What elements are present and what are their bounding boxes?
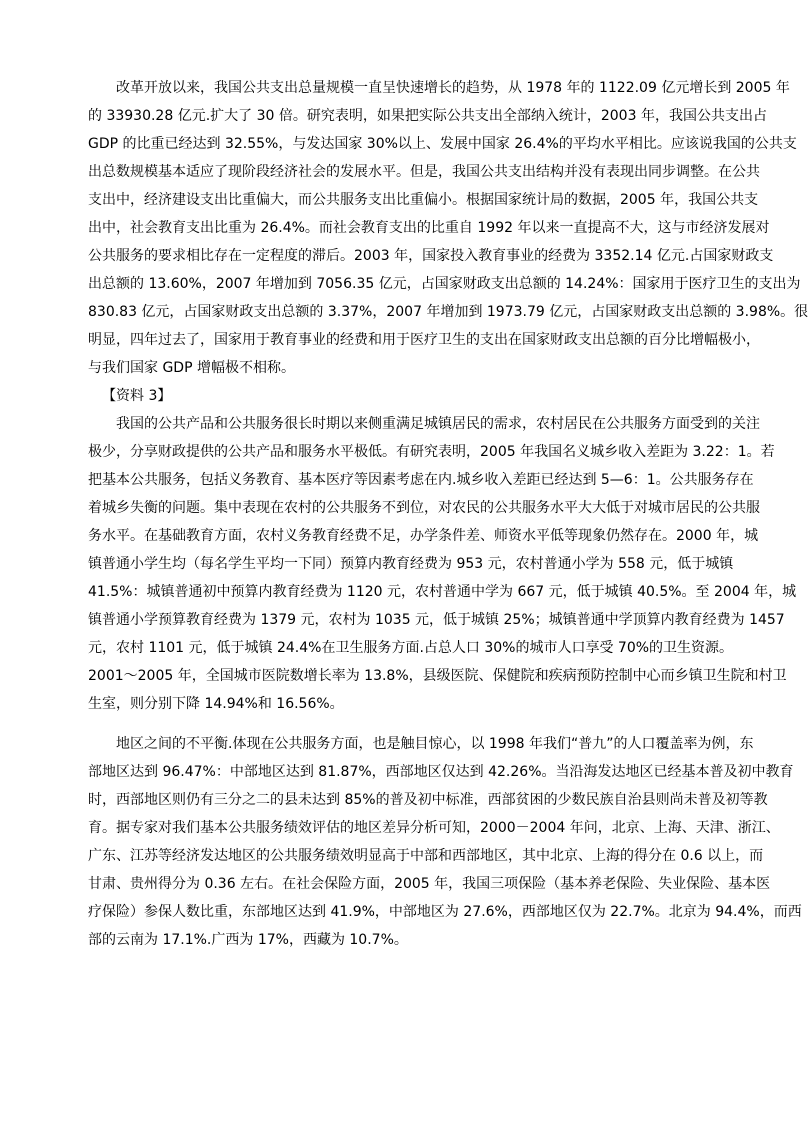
paragraph-3-line: 甘肃、贵州得分为 0.36 左右。在社会保险方面，2005 年，我国三项保险（基本养老保险、失业保险、基本医 [88, 876, 771, 892]
paragraph-2-line: 元，农村 1101 元，低于城镇 24.4%在卫生服务方面.占总人口 30%的城市人口享受 70%的卫生资源。 [88, 640, 734, 656]
paragraph-3-line: 疗保险）参保人数比重，东部地区达到 41.9%，中部地区为 27.6%，西部地区仅为 22.7%。北京为 94.4%，而西 [88, 904, 802, 920]
paragraph-1-line: GDP 的比重已经达到 32.55%，与发达国家 30%以上、发展中国家 26.4%的平均水平相比。应该说我国的公共支 [88, 136, 797, 152]
paragraph-2-line: 生室，则分别下降 14.94%和 16.56%。 [88, 696, 344, 712]
paragraph-1-line: 支出中，经济建设支出比重偏大，而公共服务支出比重偏小。根据国家统计局的数据，2005 年，我国公共支 [88, 192, 759, 208]
paragraph-2-line: 镇普通小学预算教育经费为 1379 元，农村为 1035 元，低于城镇 25%；城镇普通中学顶算内教育经费为 1457 [88, 612, 785, 628]
paragraph-1-line: 改革开放以来，我国公共支出总量规模一直呈快速增长的趋势，从 1978 年的 1122.09 亿元增长到 2005 年 [116, 80, 790, 96]
paragraph-2-line: 把基本公共服务，包括义务教育、基本医疗等因素考虑在内.城乡收入差距已经达到 5—6：1。公共服务存在 [88, 472, 754, 488]
paragraph-2-line: 镇普通小学生均（每名学生平均一下同）预算内教育经费为 953 元，农村普通小学为 558 元，低于城镇 [88, 556, 734, 572]
section-heading: 【资料 3】 [102, 388, 172, 404]
paragraph-1-line: 830.83 亿元，占国家财政支出总额的 3.37%，2007 年增加到 1973.79 亿元，占国家财政支出总额的 3.98%。很 [88, 304, 808, 320]
paragraph-1-line: 的 33930.28 亿元.扩大了 30 倍。研究表明，如果把实际公共支出全部纳入统计，2003 年，我国公共支出占 [88, 108, 767, 124]
paragraph-2-line: 我国的公共产品和公共服务很长时期以来侧重满足城镇居民的需求，农村居民在公共服务方面受到的关注 [116, 416, 760, 432]
paragraph-3-line: 广东、江苏等经济发达地区的公共服务绩效明显高于中部和西部地区，其中北京、上海的得分在 0.6 以上，而 [88, 848, 764, 864]
paragraph-1-line: 明显，四年过去了，国家用于教育事业的经费和用于医疗卫生的支出在国家财政支出总额的百分比增幅极小， [88, 332, 760, 348]
paragraph-1-line: 出总数规模基本适应了现阶段经济社会的发展水平。但是，我国公共支出结构并没有表现出同步调整。在公共 [88, 164, 760, 180]
paragraph-2-line: 极少，分享财政提供的公共产品和服务水平极低。有研究表明，2005 年我国名义城乡收入差距为 3.22：1。若 [88, 444, 775, 460]
paragraph-2-line: 41.5%：城镇普通初中预算内教育经费为 1120 元，农村普通中学为 667 元，低于城镇 40.5%。至 2004 年，城 [88, 584, 797, 600]
paragraph-1-line: 与我们国家 GDP 增幅极不相称。 [88, 360, 295, 376]
paragraph-2-line: 着城乡失衡的问题。集中表现在农村的公共服务不到位，对农民的公共服务水平大大低于对城市居民的公共服 [88, 500, 760, 516]
paragraph-3-line: 时，西部地区则仍有三分之二的县未达到 85%的普及初中标准，西部贫困的少数民族自治县则尚未普及初等教 [88, 792, 768, 808]
paragraph-3-line: 部的云南为 17.1%.广西为 17%，西藏为 10.7%。 [88, 932, 408, 948]
paragraph-3-line: 地区之间的不平衡.体现在公共服务方面，也是触目惊心，以 1998 年我们“普九”的人口覆盖率为例，东 [116, 736, 754, 752]
paragraph-1-line: 公共服务的要求相比存在一定程度的滞后。2003 年，国家投入教育事业的经费为 3352.14 亿元.占国家财政支 [88, 248, 774, 264]
paragraph-1-line: 出总额的 13.60%，2007 年增加到 7056.35 亿元，占国家财政支出总额的 14.24%：国家用于医疗卫生的支出为 [88, 276, 801, 292]
paragraph-3-line: 育。据专家对我们基本公共服务绩效评估的地区差异分析可知，2000－2004 年问，北京、上海、天津、浙江、 [88, 820, 780, 836]
paragraph-2-line: 2001～2005 年，全国城市医院数增长率为 13.8%，县级医院、保健院和疾病预防控制中心而乡镇卫生院和村卫 [88, 668, 787, 684]
paragraph-2-line: 务水平。在基础教育方面，农村义务教育经费不足，办学条件差、师资水平低等现象仍然存在。2000 年，城 [88, 528, 759, 544]
paragraph-1-line: 出中，社会教育支出比重为 26.4%。而社会教育支出的比重自 1992 年以来一直提高不大，这与市经济发展对 [88, 220, 770, 236]
paragraph-3-line: 部地区达到 96.47%：中部地区达到 81.87%，西部地区仅达到 42.26%。当沿海发达地区已经基本普及初中教育 [88, 764, 794, 780]
